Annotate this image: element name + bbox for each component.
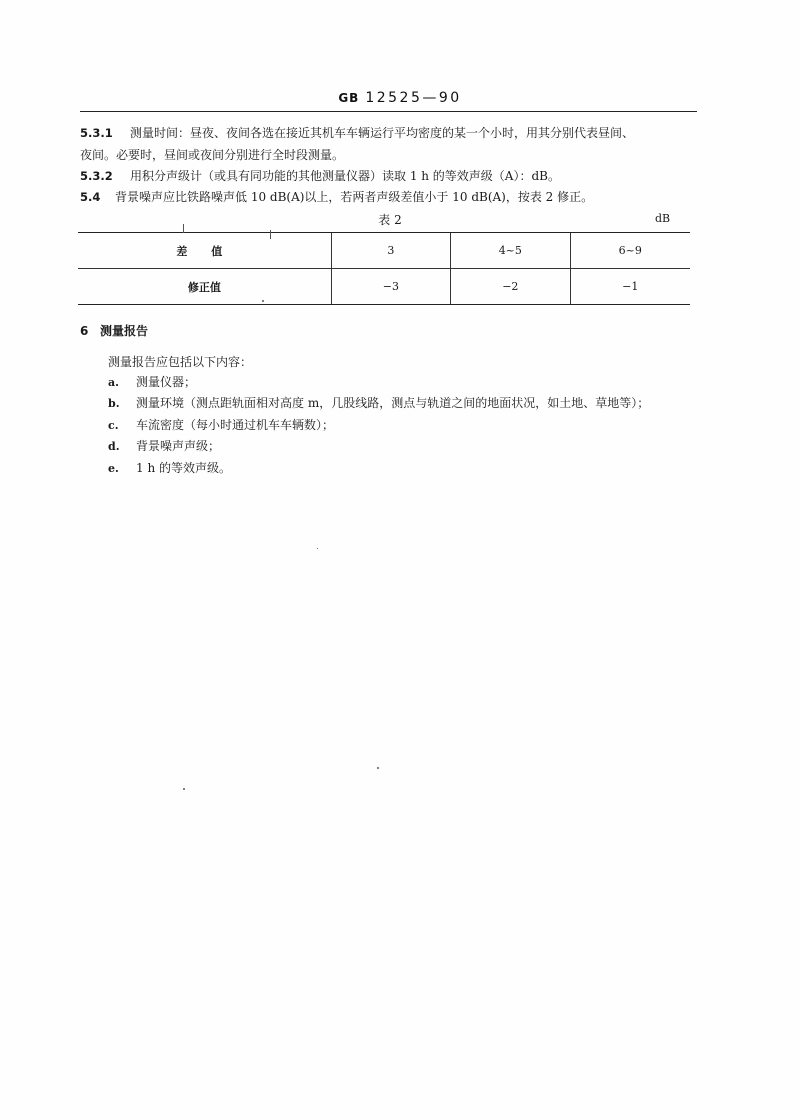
table-cell: 4~5 [451,233,570,269]
standard-header [0,90,800,106]
table-row-correction [78,269,690,305]
scan-speck [262,300,264,302]
scan-speck [270,230,271,239]
correction-table [78,232,690,305]
list-item: 车流密度（每小时通过机车车辆数）； [136,418,335,432]
section-title: 测量报告 [100,324,149,338]
clause-text: 背景噪声应比铁路噪声低 10 dB(A)以上，若两者声级差值小于 10 dB(A)，按表 2 修正。 [115,190,594,204]
table-unit: dB [655,212,671,225]
clause-5-3-2 [80,169,560,183]
standard-number: 12525—90 [365,90,462,106]
scan-speck [377,767,379,769]
clause-number: 5.3.1 [80,126,113,140]
list-letter: c. [108,419,119,432]
list-letter: d. [108,440,120,453]
clause-5-3-1-continuation [80,148,344,162]
table-row-difference [78,233,690,269]
table-cell: −3 [331,269,450,305]
table-cell: 3 [331,233,450,269]
clause-text-continuation: 夜间。必要时，昼间或夜间分别进行全时段测量。 [80,148,345,162]
scan-speck [183,788,185,790]
list-letter: e. [108,462,119,475]
section-intro: 测量报告应包括以下内容： [108,355,253,369]
table-cell: −1 [570,269,690,305]
clause-5-3-1 [80,126,634,140]
table-cell: 6~9 [570,233,690,269]
clause-number: 5.3.2 [80,169,113,183]
list-item: 测量仪器； [136,375,197,389]
list-letter: b. [108,397,120,410]
row-label: 差 值 [78,233,331,269]
list-item: 测量环境（测点距轨面相对高度 m，几股线路，测点与轨道之间的地面状况，如土地、草地等）； [136,396,650,410]
section-number: 6 [80,324,89,338]
clause-5-4 [80,190,593,204]
scan-speck [317,548,318,549]
row-label: 修正值 [78,269,331,305]
clause-text: 用积分声级计（或具有同功能的其他测量仪器）读取 1 h 的等效声级（A）：dB。 [130,169,560,183]
clause-text: 测量时间：昼夜、夜间各选在接近其机车车辆运行平均密度的某一个小时，用其分别代表昼间、 [130,126,635,140]
table-cell: −2 [451,269,570,305]
header-divider [80,111,697,112]
list-item: 背景噪声声级； [136,439,221,453]
list-item: 1 h 的等效声级。 [136,461,231,475]
list-letter: a. [108,376,119,389]
scan-speck [183,224,184,233]
section-heading [80,322,148,339]
table-caption: 表 2 [378,213,402,227]
standard-prefix: GB [338,91,360,105]
clause-number: 5.4 [80,190,101,204]
